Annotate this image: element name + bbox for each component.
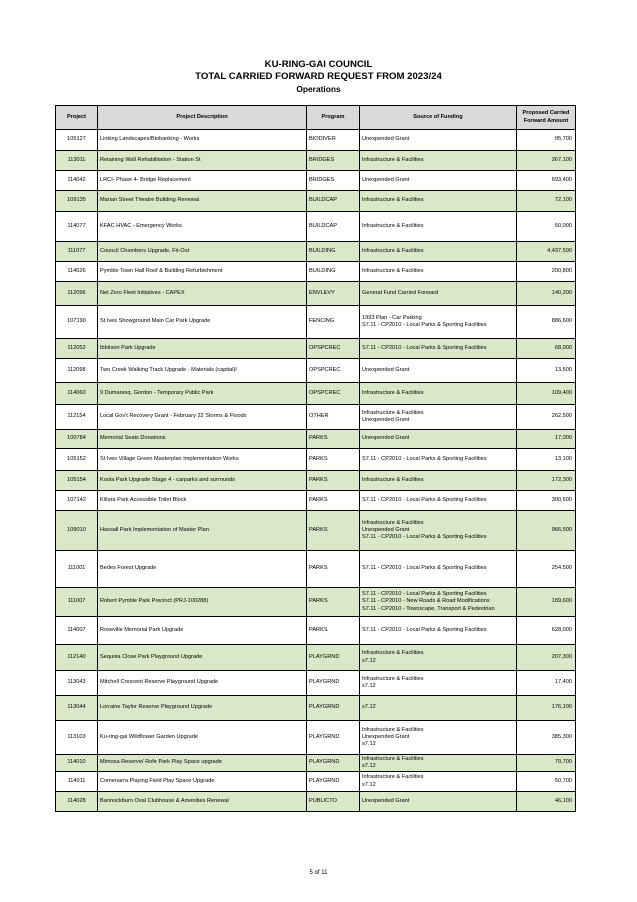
program-cell: PLAYGRND xyxy=(307,645,360,671)
description-cell: Two Creek Walking Track Upgrade - Materials (capital)l xyxy=(98,359,307,383)
program-cell: BRIDGES xyxy=(307,151,360,171)
amount-cell: 254,500 xyxy=(517,551,576,588)
council-title: KU-RING-GAI COUNCIL xyxy=(264,59,373,70)
description-cell: Net Zero Fleet Initiatives - CAPEX xyxy=(98,282,307,306)
table-row xyxy=(56,588,576,617)
description-cell: Council Chambers Upgrade, Fit-Out xyxy=(98,242,307,262)
program-cell: PLAYGRND xyxy=(307,696,360,721)
funding-cell xyxy=(360,645,517,671)
description-cell: Hassall Park Implementation of Master Plan xyxy=(98,511,307,551)
amount-cell: 46,100 xyxy=(517,792,576,812)
funding-source: S7.11 - CP2010 - Local Parks & Sporting Facilities xyxy=(362,344,487,351)
description-cell: 9 Dumaresq, Gordon - Temporary Public Park xyxy=(98,383,307,405)
funding-source: S7.11 - CP2010 - Local Parks & Sporting Facilities xyxy=(362,322,487,328)
amount-cell: 4,437,500 xyxy=(517,242,576,262)
table-row xyxy=(56,696,576,721)
funding-cell xyxy=(360,212,517,242)
funding-source: s7.12 xyxy=(362,741,376,748)
description-cell: Bedes Forest Upgrade xyxy=(98,551,307,588)
amount-cell: 13,100 xyxy=(517,449,576,471)
description-cell: Local Gov't Recovery Grant - February 22 Storms & Floods xyxy=(98,405,307,430)
funding-cell xyxy=(360,151,517,171)
funding-source: Infrastructure & Facilities xyxy=(362,774,424,781)
funding-source: Infrastructure & Facilities xyxy=(362,409,424,416)
report-title: TOTAL CARRIED FORWARD REQUEST FROM 2023/24 xyxy=(195,71,442,82)
funding-cell xyxy=(360,191,517,212)
program-cell: PLAYGRND xyxy=(307,772,360,792)
amount-cell: 207,300 xyxy=(517,645,576,671)
funding-source: Infrastructure & Facilities xyxy=(362,267,424,274)
table-row xyxy=(56,359,576,383)
project-cell: 114077 xyxy=(56,212,98,242)
project-cell: 112154 xyxy=(56,405,98,430)
funding-source: Infrastructure & Facilities xyxy=(362,755,424,762)
funding-cell xyxy=(360,491,517,511)
funding-source: Infrastructure & Facilities xyxy=(362,389,424,396)
description-cell: Bannockburn Oval Clubhouse & Amenities Renewal xyxy=(98,792,307,812)
funding-cell xyxy=(360,617,517,645)
amount-cell: 109,400 xyxy=(517,383,576,405)
table-row xyxy=(56,212,576,242)
description-cell: Comenarra Playing Field Play Space Upgrade xyxy=(98,772,307,792)
funding-source: S7.11 - CP2010 - New Roads & Road Modifications xyxy=(362,598,490,605)
funding-source: Infrastructure & Facilities xyxy=(362,156,424,163)
program-cell: OTHER xyxy=(307,405,360,430)
funding-source: Unexpended Grant xyxy=(362,797,410,804)
header-description: Project Description xyxy=(98,106,307,130)
program-cell: BUILDING xyxy=(307,242,360,262)
program-cell: PLAYGRND xyxy=(307,671,360,696)
table-row xyxy=(56,551,576,588)
program-cell: PARKS xyxy=(307,471,360,491)
project-cell: 100784 xyxy=(56,430,98,449)
amount-cell: 176,100 xyxy=(517,696,576,721)
project-cell: 109010 xyxy=(56,511,98,551)
funding-cell xyxy=(360,449,517,471)
funding-cell xyxy=(360,171,517,191)
funding-source: Unexpended Grant xyxy=(362,435,410,442)
project-cell: 109135 xyxy=(56,191,98,212)
project-cell: 114011 xyxy=(56,772,98,792)
description-cell: St Ives Showground Main Car Park Upgrade xyxy=(98,306,307,339)
header-amount-line1: Proposed Carried xyxy=(522,110,570,117)
program-cell: OPSPCREC xyxy=(307,339,360,359)
header-funding: Source of Funding xyxy=(360,106,517,130)
header-amount xyxy=(517,106,576,130)
amount-cell: 68,000 xyxy=(517,339,576,359)
program-cell: BIODIVER xyxy=(307,130,360,151)
funding-source: General Fund Carried Forward xyxy=(362,289,439,296)
project-cell: 107190 xyxy=(56,306,98,339)
amount-cell: 628,000 xyxy=(517,617,576,645)
table-row xyxy=(56,671,576,696)
funding-source: S7.11 - CP2010 - Local Parks & Sporting Facilities xyxy=(362,496,487,503)
funding-cell xyxy=(360,405,517,430)
funding-cell xyxy=(360,430,517,449)
project-cell: 113011 xyxy=(56,151,98,171)
program-cell: PARKS xyxy=(307,511,360,551)
amount-cell: 189,600 xyxy=(517,588,576,617)
description-cell: Killara Park Accessible Toilet Block xyxy=(98,491,307,511)
project-cell: 105127 xyxy=(56,130,98,151)
funding-source: Unexpended Grant xyxy=(362,176,410,183)
program-cell: PARKS xyxy=(307,588,360,617)
funding-source: 1993 Plan - Car Parking xyxy=(362,314,422,321)
program-cell: PLAYGRND xyxy=(307,721,360,755)
funding-source: S7.11 - CP2010 - Townscape, Transport & Pedestrian xyxy=(362,605,495,612)
table-row xyxy=(56,491,576,511)
funding-source: s7.12 xyxy=(362,704,376,711)
table-row xyxy=(56,242,576,262)
description-cell: Lorraine Taylor Reserve Playground Upgrade xyxy=(98,696,307,721)
amount-cell: 95,700 xyxy=(517,130,576,151)
funding-cell xyxy=(360,511,517,551)
project-cell: 111077 xyxy=(56,242,98,262)
funding-cell xyxy=(360,339,517,359)
table-header-row xyxy=(56,106,576,130)
funding-cell xyxy=(360,772,517,792)
program-cell: OPSPCREC xyxy=(307,359,360,383)
table-row xyxy=(56,171,576,191)
document-header xyxy=(0,59,637,95)
description-cell: Ibbitson Park Upgrade xyxy=(98,339,307,359)
funding-cell xyxy=(360,282,517,306)
amount-cell: 966,500 xyxy=(517,511,576,551)
amount-cell: 267,100 xyxy=(517,151,576,171)
funding-source: Unexpended Grant xyxy=(362,136,410,143)
funding-source: s7.12 xyxy=(362,763,376,769)
funding-source: Infrastructure & Facilities xyxy=(362,247,424,254)
funding-source: Infrastructure & Facilities xyxy=(362,519,424,526)
funding-cell xyxy=(360,696,517,721)
funding-cell xyxy=(360,671,517,696)
project-cell: 105154 xyxy=(56,471,98,491)
funding-source: Infrastructure & Facilities xyxy=(362,650,424,657)
amount-cell: 72,100 xyxy=(517,191,576,212)
funding-cell xyxy=(360,792,517,812)
table-row xyxy=(56,430,576,449)
project-cell: 114007 xyxy=(56,617,98,645)
project-cell: 111007 xyxy=(56,588,98,617)
funding-source: Unexpended Grant xyxy=(362,366,410,373)
description-cell: Retaining Wall Rehabilitation - Station St xyxy=(98,151,307,171)
project-cell: 112140 xyxy=(56,645,98,671)
project-cell: 114028 xyxy=(56,792,98,812)
project-cell: 113103 xyxy=(56,721,98,755)
project-cell: 105152 xyxy=(56,449,98,471)
description-cell: Koola Park Upgrade Stage 4 - carparks and surrounds xyxy=(98,471,307,491)
project-cell: 114042 xyxy=(56,171,98,191)
funding-cell xyxy=(360,242,517,262)
project-cell: 114010 xyxy=(56,755,98,772)
project-cell: 113044 xyxy=(56,696,98,721)
program-cell: FENCING xyxy=(307,306,360,339)
program-cell: PARKS xyxy=(307,430,360,449)
table-row xyxy=(56,471,576,491)
program-cell: PUBLICTO xyxy=(307,792,360,812)
funding-source: s7.12 xyxy=(362,781,376,788)
program-cell: OPSPCREC xyxy=(307,383,360,405)
description-cell: LRCI- Phase 4- Bridge Replacement xyxy=(98,171,307,191)
project-cell: 112096 xyxy=(56,282,98,306)
table-row xyxy=(56,282,576,306)
table-row xyxy=(56,755,576,772)
funding-source: S7.11 - CP2010 - Local Parks & Sporting Facilities xyxy=(362,455,487,462)
table-row xyxy=(56,617,576,645)
amount-cell: 17,400 xyxy=(517,671,576,696)
table-row xyxy=(56,772,576,792)
header-amount-line2: Forward Amount xyxy=(523,117,569,124)
funding-source: Infrastructure & Facilities xyxy=(362,476,424,483)
description-cell: Ku-ring-gai Wildflower Garden Upgrade xyxy=(98,721,307,755)
program-cell: PARKS xyxy=(307,449,360,471)
funding-cell xyxy=(360,130,517,151)
project-cell: 114026 xyxy=(56,262,98,282)
amount-cell: 300,600 xyxy=(517,491,576,511)
table-row xyxy=(56,130,576,151)
program-cell: PARKS xyxy=(307,491,360,511)
funding-source: S7.11 - CP2010 - Local Parks & Sporting Facilities xyxy=(362,591,487,598)
table-row xyxy=(56,511,576,551)
page-number: 5 of 11 xyxy=(309,870,328,876)
funding-source: s7.12 xyxy=(362,657,376,664)
funding-source: Unexpended Grant xyxy=(362,733,410,740)
table-row xyxy=(56,339,576,359)
program-cell: PLAYGRND xyxy=(307,755,360,772)
description-cell: Linking Landscapes/Biobanking - Works xyxy=(98,130,307,151)
amount-cell: 140,200 xyxy=(517,282,576,306)
table-row xyxy=(56,151,576,171)
description-cell: Sequoia Close Park Playground Upgrade xyxy=(98,645,307,671)
table-row xyxy=(56,645,576,671)
description-cell: KFAC HVAC - Emergency Works xyxy=(98,212,307,242)
funding-source: Infrastructure & Facilities xyxy=(362,197,424,204)
description-cell: Marian Street Theatre Building Renewal xyxy=(98,191,307,212)
program-cell: PARKS xyxy=(307,551,360,588)
funding-source: Infrastructure & Facilities xyxy=(362,675,424,682)
amount-cell: 13,500 xyxy=(517,359,576,383)
table-row xyxy=(56,262,576,282)
funding-cell xyxy=(360,721,517,755)
funding-source: S7.11 - CP2010 - Local Parks & Sporting Facilities xyxy=(362,534,487,541)
funding-source: Unexpended Grant xyxy=(362,526,410,533)
project-cell: 112098 xyxy=(56,359,98,383)
amount-cell: 79,700 xyxy=(517,755,576,772)
funding-cell xyxy=(360,306,517,339)
amount-cell: 17,000 xyxy=(517,430,576,449)
funding-source: Infrastructure & Facilities xyxy=(362,222,424,229)
description-cell: Memorial Seats Donations xyxy=(98,430,307,449)
funding-cell xyxy=(360,588,517,617)
amount-cell: 50,700 xyxy=(517,772,576,792)
amount-cell: 262,500 xyxy=(517,405,576,430)
funding-cell xyxy=(360,359,517,383)
amount-cell: 50,000 xyxy=(517,212,576,242)
table-row xyxy=(56,405,576,430)
funding-source: S7.11 - CP2010 - Local Parks & Sporting Facilities xyxy=(362,565,487,572)
program-cell: BRIDGES xyxy=(307,171,360,191)
project-cell: 107142 xyxy=(56,491,98,511)
amount-cell: 886,600 xyxy=(517,306,576,339)
table-row xyxy=(56,383,576,405)
program-cell: BUILDCAP xyxy=(307,191,360,212)
description-cell: Pymble Town Hall Roof & Building Refurbishment xyxy=(98,262,307,282)
header-program: Program xyxy=(307,106,360,130)
project-cell: 114060 xyxy=(56,383,98,405)
funding-cell xyxy=(360,471,517,491)
funding-cell xyxy=(360,262,517,282)
program-cell: BUILDCAP xyxy=(307,212,360,242)
section-title: Operations xyxy=(296,84,341,94)
program-cell: PARKS xyxy=(307,617,360,645)
table-row xyxy=(56,306,576,339)
funding-cell xyxy=(360,755,517,772)
funding-source: s7.12 xyxy=(362,683,376,689)
description-cell: Mimosa Reserve/ Rofe Park Play Space upgrade xyxy=(98,755,307,772)
funding-cell xyxy=(360,383,517,405)
description-cell: Roseville Memorial Park Upgrade xyxy=(98,617,307,645)
amount-cell: 172,300 xyxy=(517,471,576,491)
project-cell: 113043 xyxy=(56,671,98,696)
table-row xyxy=(56,449,576,471)
project-cell: 112052 xyxy=(56,339,98,359)
funding-source: S7.11 - CP2010 - Local Parks & Sporting Facilities xyxy=(362,626,487,633)
description-cell: St Ives Village Green Masterplan Implementation Works xyxy=(98,449,307,471)
program-cell: BUILDING xyxy=(307,262,360,282)
description-cell: Robert Pymble Park Precinct (PRJ-100288) xyxy=(98,588,307,617)
header-project: Project xyxy=(56,106,98,130)
table-row xyxy=(56,792,576,812)
project-cell: 111001 xyxy=(56,551,98,588)
funding-source: Infrastructure & Facilities xyxy=(362,726,424,733)
amount-cell: 693,400 xyxy=(517,171,576,191)
amount-cell: 385,300 xyxy=(517,721,576,755)
program-cell: ENVLEVY xyxy=(307,282,360,306)
funding-source: Unexpended Grant xyxy=(362,417,410,423)
description-cell: Mitchell Crescent Reserve Playground Upgrade xyxy=(98,671,307,696)
carried-forward-table xyxy=(55,105,576,812)
funding-cell xyxy=(360,551,517,588)
table-row xyxy=(56,721,576,755)
amount-cell: 200,800 xyxy=(517,262,576,282)
table-row xyxy=(56,191,576,212)
